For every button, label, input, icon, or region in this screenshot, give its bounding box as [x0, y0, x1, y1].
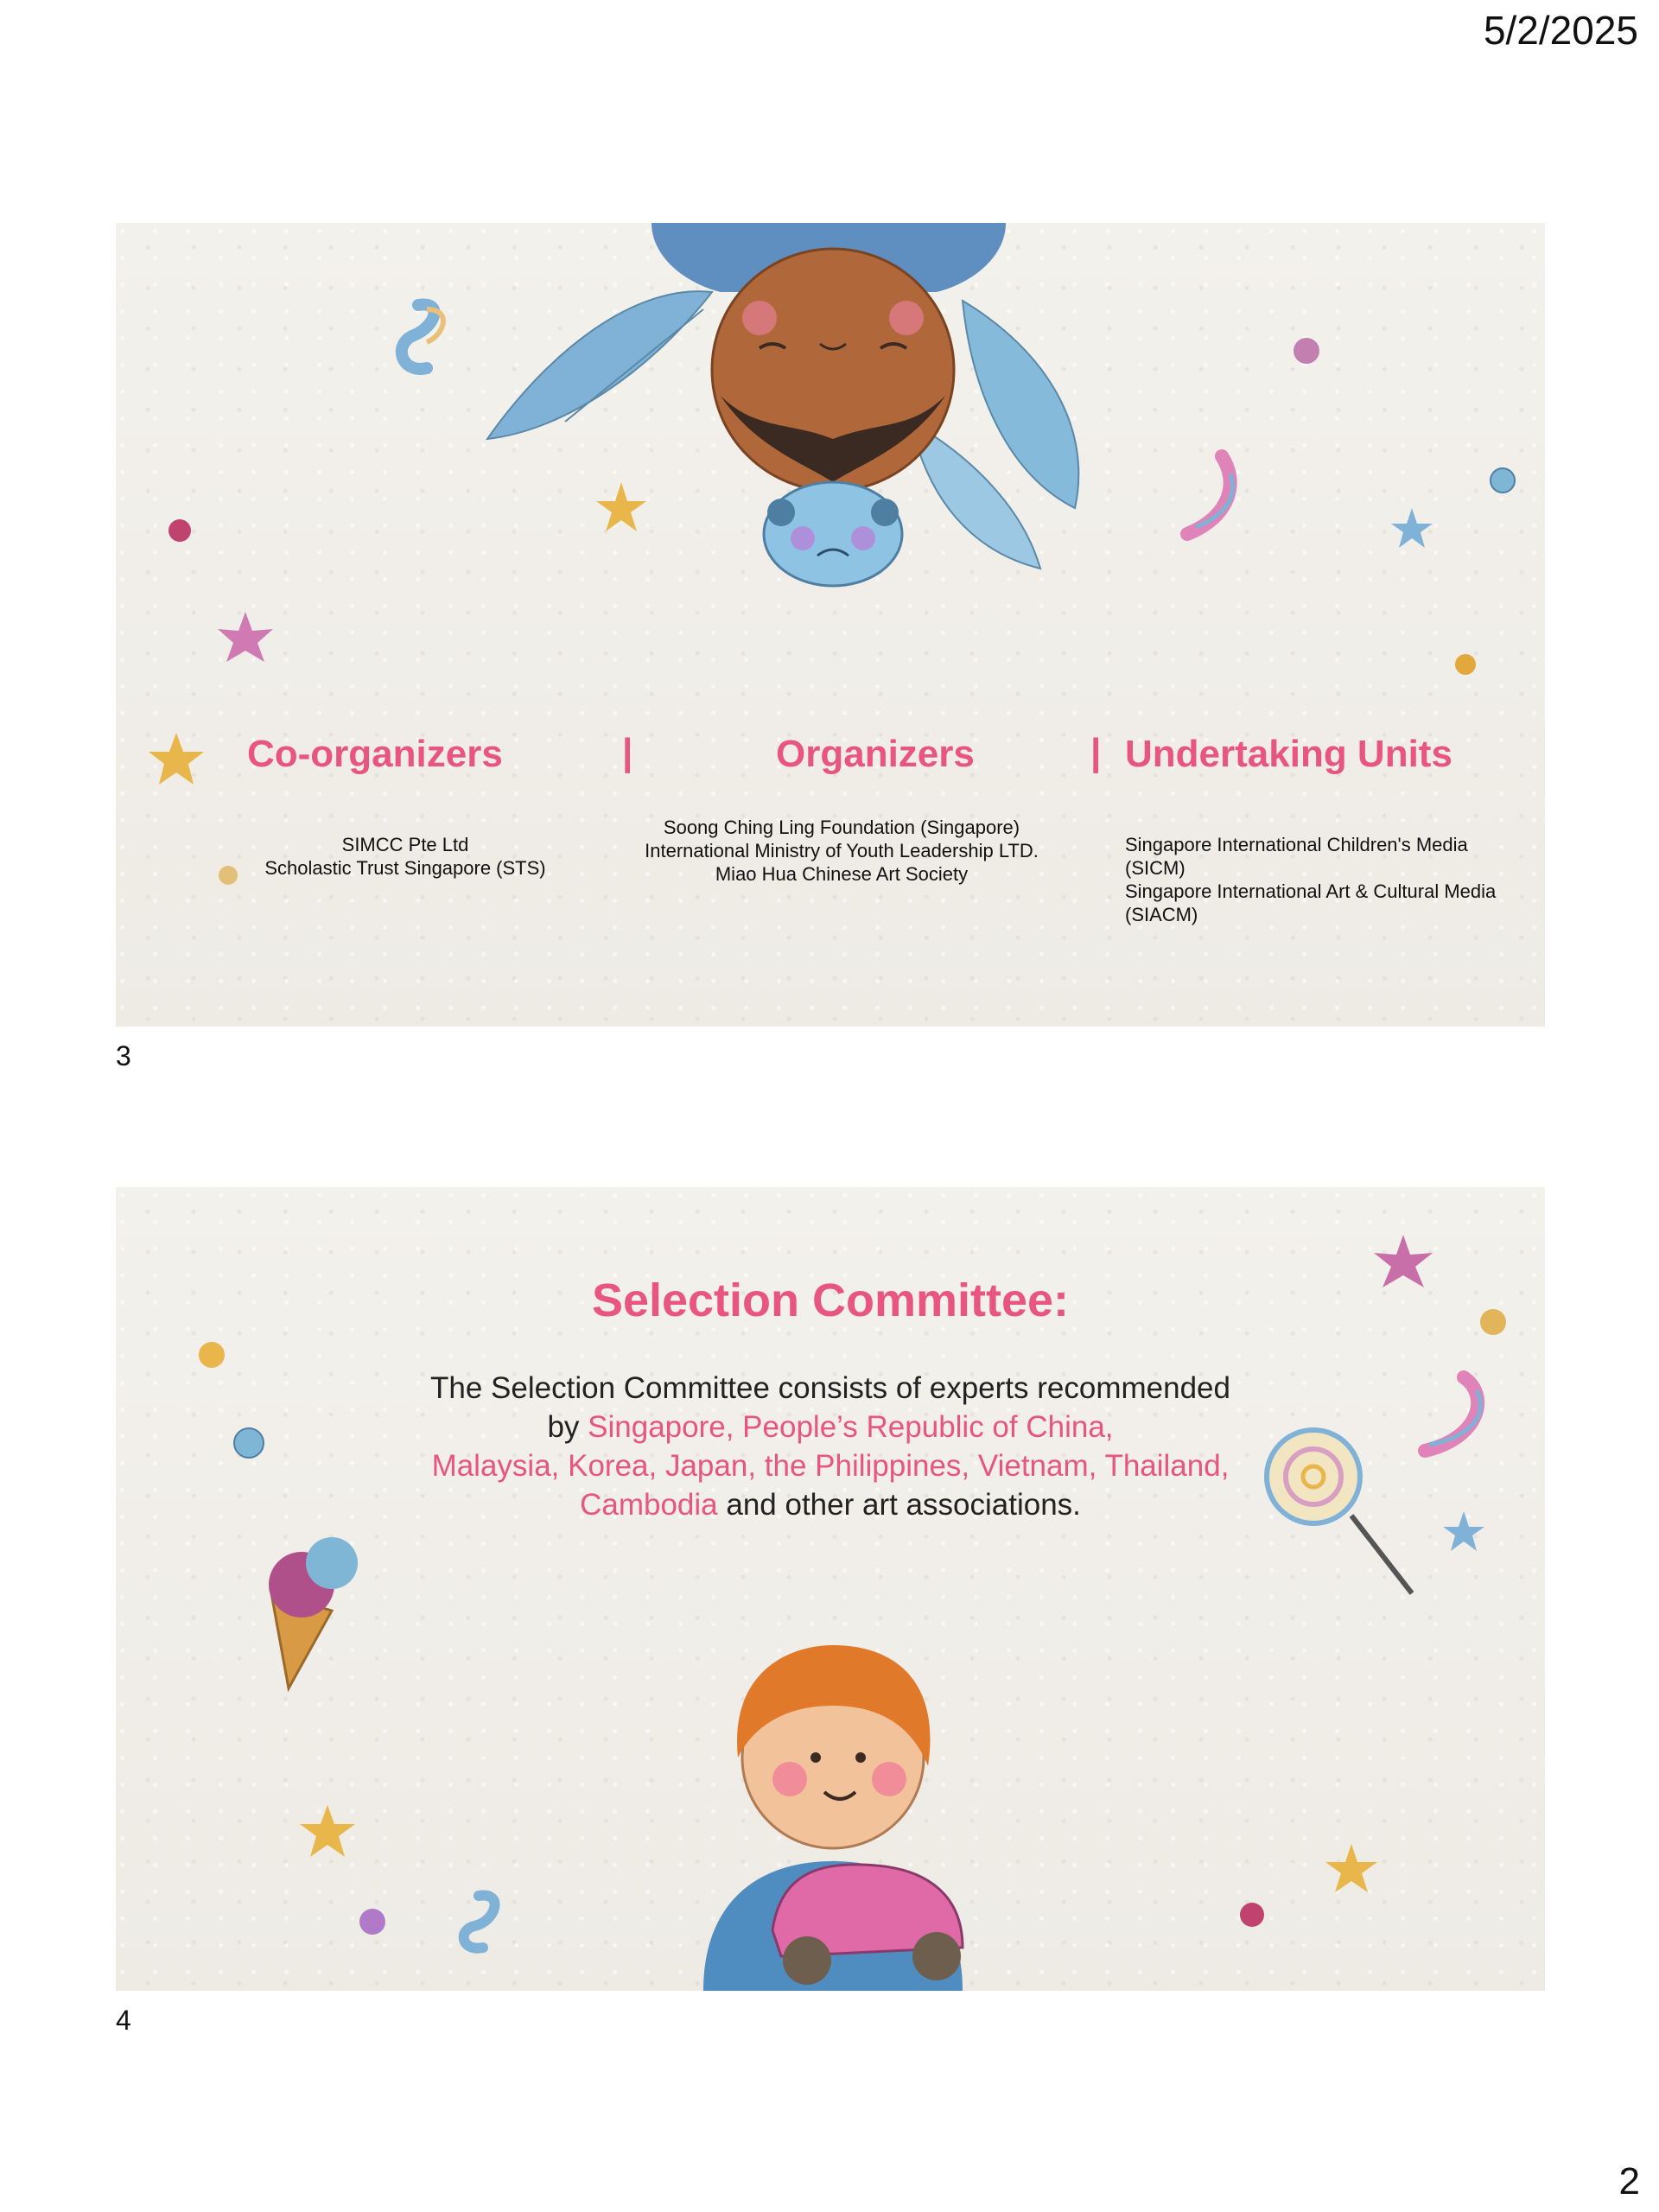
- slide-4: [116, 1187, 1545, 1991]
- selection-committee-title: Selection Committee:: [591, 1274, 1070, 1326]
- slide-3-number: 3: [116, 1040, 131, 1071]
- star-gold-2: [1325, 1844, 1377, 1892]
- slide-3: [116, 223, 1545, 1027]
- star-gold: [596, 482, 646, 531]
- co-organizers-list: [245, 833, 565, 880]
- separator-2: |: [1090, 731, 1102, 773]
- selection-committee-body: [398, 1369, 1262, 1524]
- separator-1: |: [622, 731, 633, 773]
- organizer-item: Miao Hua Chinese Art Society: [715, 863, 969, 885]
- leaf-left: [487, 291, 712, 439]
- star-pink: [218, 612, 273, 662]
- print-date: 5/2/2025: [1483, 8, 1638, 53]
- slide-4-number: 4: [116, 2005, 131, 2036]
- undertaking-unit-item: Singapore International Children's Media: [1125, 834, 1468, 855]
- body-text: by: [547, 1410, 588, 1444]
- organizers-heading: Organizers: [776, 733, 975, 775]
- body-line-4: [398, 1485, 1262, 1524]
- star-blue: [1391, 508, 1433, 548]
- blue-creature: [764, 482, 902, 586]
- star-gold-2: [149, 733, 204, 785]
- co-organizers-heading: Co-organizers: [247, 733, 503, 775]
- lollipop: [1267, 1430, 1360, 1523]
- body-line-1: The Selection Committee consists of experts recommended: [430, 1371, 1230, 1405]
- organizer-item: Soong Ching Ling Foundation (Singapore): [663, 817, 1020, 838]
- organizers-list: [617, 816, 1066, 886]
- country-list: Cambodia: [580, 1488, 718, 1522]
- star-blue: [1443, 1511, 1484, 1551]
- co-organizer-item: SIMCC Pte Ltd: [341, 834, 469, 855]
- lollipop-stick: [1351, 1516, 1412, 1593]
- undertaking-unit-item: (SIACM): [1125, 904, 1198, 925]
- undertaking-unit-item: (SICM): [1125, 857, 1185, 879]
- body-text: and other art associations.: [717, 1488, 1081, 1522]
- undertaking-units-heading: Undertaking Units: [1125, 733, 1452, 775]
- organizer-item: International Ministry of Youth Leadership LTD.: [645, 840, 1039, 861]
- page-number: 2: [1618, 2160, 1640, 2202]
- undertaking-unit-item: Singapore International Art & Cultural Media: [1125, 880, 1497, 902]
- star-gold: [300, 1805, 355, 1857]
- undertaking-units-list: [1125, 833, 1531, 926]
- country-list: Singapore, People’s Republic of China,: [588, 1410, 1114, 1444]
- body-line-3: Malaysia, Korea, Japan, the Philippines, Vietnam, Thailand,: [431, 1449, 1230, 1483]
- co-organizer-item: Scholastic Trust Singapore (STS): [264, 857, 546, 879]
- body-line-2: [398, 1408, 1262, 1446]
